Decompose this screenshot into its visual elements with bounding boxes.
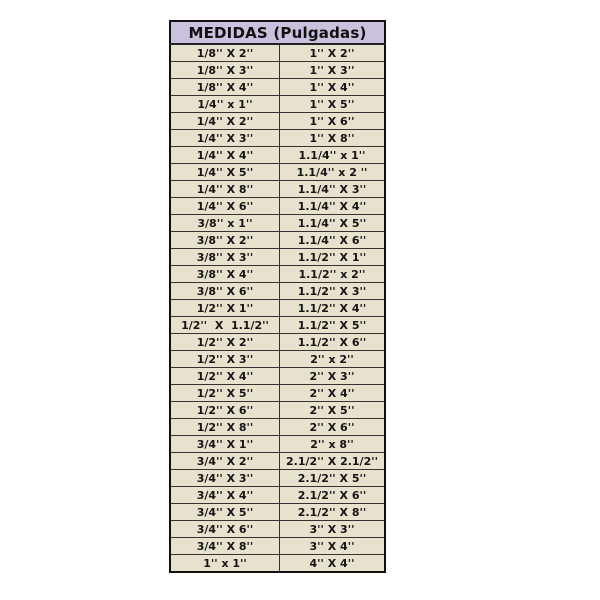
table-row — [170, 44, 385, 62]
size-cell-left: 1/4'' X 8'' — [170, 181, 280, 198]
size-cell-left: 3/4'' X 1'' — [170, 436, 280, 453]
size-cell-right: 2.1/2'' X 5'' — [280, 470, 386, 487]
table-row — [170, 538, 385, 555]
size-cell-left: 1/4'' X 5'' — [170, 164, 280, 181]
table-row — [170, 334, 385, 351]
table-row — [170, 232, 385, 249]
size-cell-left: 3/4'' X 4'' — [170, 487, 280, 504]
size-cell-right: 1.1/2'' X 3'' — [280, 283, 386, 300]
size-cell-right: 1.1/4'' X 3'' — [280, 181, 386, 198]
size-cell-left: 3/4'' X 6'' — [170, 521, 280, 538]
size-cell-right: 2.1/2'' X 8'' — [280, 504, 386, 521]
size-cell-right: 2'' x 8'' — [280, 436, 386, 453]
table-row — [170, 385, 385, 402]
table-row — [170, 130, 385, 147]
size-cell-left: 1/2'' X 8'' — [170, 419, 280, 436]
table-row — [170, 283, 385, 300]
table-row — [170, 215, 385, 232]
size-cell-right: 1.1/2'' X 5'' — [280, 317, 386, 334]
size-cell-right: 1'' X 5'' — [280, 96, 386, 113]
table-row — [170, 317, 385, 334]
table-row — [170, 470, 385, 487]
size-cell-right: 3'' X 3'' — [280, 521, 386, 538]
size-cell-left: 1/4'' X 6'' — [170, 198, 280, 215]
size-cell-right: 1'' X 2'' — [280, 44, 386, 62]
size-cell-left: 1/8'' X 4'' — [170, 79, 280, 96]
table-header-row — [170, 21, 385, 44]
size-cell-left: 1/8'' X 2'' — [170, 44, 280, 62]
size-cell-right: 1.1/2'' X 6'' — [280, 334, 386, 351]
size-cell-right: 1'' X 6'' — [280, 113, 386, 130]
table-header: MEDIDAS (Pulgadas) — [170, 21, 385, 44]
size-cell-left: 3/4'' X 8'' — [170, 538, 280, 555]
table-row — [170, 453, 385, 470]
table-row — [170, 402, 385, 419]
size-cell-right: 2.1/2'' X 6'' — [280, 487, 386, 504]
size-cell-right: 2.1/2'' X 2.1/2'' — [280, 453, 386, 470]
size-cell-right: 2'' X 4'' — [280, 385, 386, 402]
size-cell-left: 1/4'' x 1'' — [170, 96, 280, 113]
size-cell-left: 3/4'' X 5'' — [170, 504, 280, 521]
table-row — [170, 521, 385, 538]
table-row — [170, 164, 385, 181]
table-row — [170, 147, 385, 164]
size-cell-right: 1.1/2'' X 1'' — [280, 249, 386, 266]
size-cell-right: 2'' x 2'' — [280, 351, 386, 368]
table-row — [170, 436, 385, 453]
table-row — [170, 351, 385, 368]
size-cell-right: 2'' X 5'' — [280, 402, 386, 419]
size-cell-left: 3/8'' X 3'' — [170, 249, 280, 266]
table-row — [170, 266, 385, 283]
size-cell-left: 1/4'' X 4'' — [170, 147, 280, 164]
sizes-table — [169, 20, 386, 573]
table-row — [170, 419, 385, 436]
table-row — [170, 249, 385, 266]
size-cell-left: 3/8'' X 6'' — [170, 283, 280, 300]
table-row — [170, 79, 385, 96]
table-row — [170, 181, 385, 198]
size-cell-left: 1/2'' X 3'' — [170, 351, 280, 368]
size-cell-right: 1.1/4'' X 4'' — [280, 198, 386, 215]
table-body — [170, 44, 385, 572]
size-cell-left: 1/2'' X 2'' — [170, 334, 280, 351]
size-cell-left: 1/4'' X 2'' — [170, 113, 280, 130]
size-cell-left: 3/8'' X 2'' — [170, 232, 280, 249]
table-row — [170, 96, 385, 113]
size-cell-right: 1'' X 3'' — [280, 62, 386, 79]
size-cell-left: 3/4'' X 2'' — [170, 453, 280, 470]
size-cell-left: 1/2'' X 1.1/2'' — [170, 317, 280, 334]
size-cell-right: 1.1/2'' X 4'' — [280, 300, 386, 317]
table-row — [170, 198, 385, 215]
size-cell-right: 1.1/4'' x 2 '' — [280, 164, 386, 181]
table-row — [170, 62, 385, 79]
size-cell-right: 1.1/2'' x 2'' — [280, 266, 386, 283]
size-cell-right: 1.1/4'' X 5'' — [280, 215, 386, 232]
table-row — [170, 504, 385, 521]
table-row — [170, 300, 385, 317]
table-row — [170, 487, 385, 504]
size-cell-right: 2'' X 3'' — [280, 368, 386, 385]
table-row — [170, 113, 385, 130]
size-cell-left: 1/2'' X 1'' — [170, 300, 280, 317]
size-cell-right: 3'' X 4'' — [280, 538, 386, 555]
size-cell-left: 3/4'' X 3'' — [170, 470, 280, 487]
size-cell-right: 1.1/4'' x 1'' — [280, 147, 386, 164]
size-cell-left: 1/2'' X 4'' — [170, 368, 280, 385]
size-cell-right: 2'' X 6'' — [280, 419, 386, 436]
size-cell-right: 4'' X 4'' — [280, 555, 386, 573]
size-cell-left: 1/8'' X 3'' — [170, 62, 280, 79]
size-cell-right: 1'' X 8'' — [280, 130, 386, 147]
table-row — [170, 368, 385, 385]
size-cell-left: 3/8'' X 4'' — [170, 266, 280, 283]
table-row — [170, 555, 385, 573]
size-cell-right: 1'' X 4'' — [280, 79, 386, 96]
size-cell-left: 1/2'' X 6'' — [170, 402, 280, 419]
size-cell-left: 1/4'' X 3'' — [170, 130, 280, 147]
size-cell-left: 1/2'' X 5'' — [170, 385, 280, 402]
size-cell-right: 1.1/4'' X 6'' — [280, 232, 386, 249]
size-cell-left: 3/8'' x 1'' — [170, 215, 280, 232]
size-cell-left: 1'' x 1'' — [170, 555, 280, 573]
